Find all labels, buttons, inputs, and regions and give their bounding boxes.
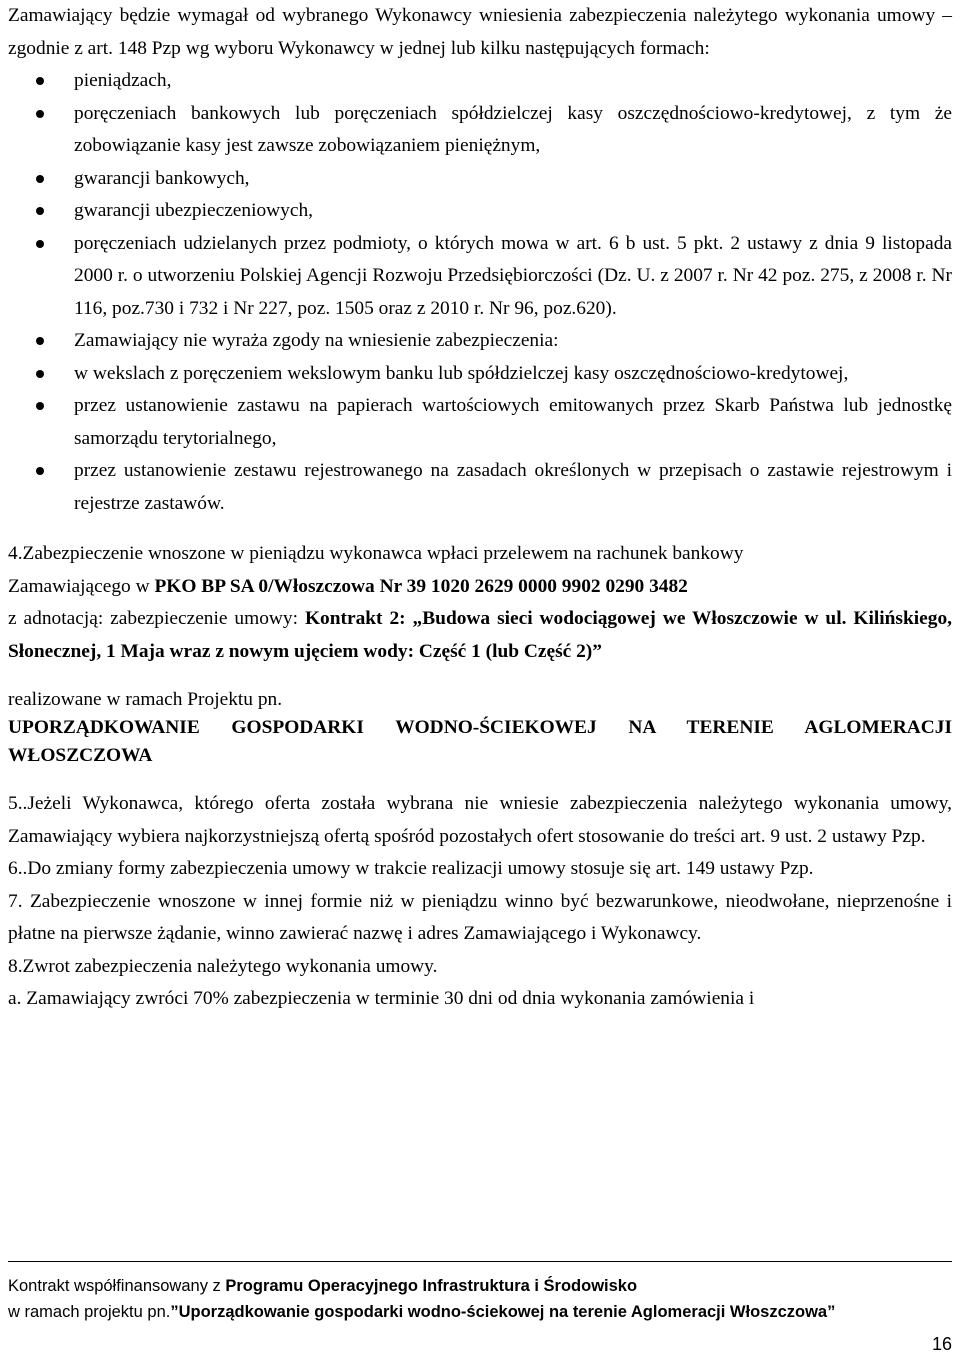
paragraph-7: 7. Zabezpieczenie wnoszone w innej formie niż w pieniądzu winno być bezwarunkowe, nieodwołane, nieprzenośne i płatne na pierwsze żądanie, winno zawierać nazwę i adres Zamawiającego i Wykonawcy.: [8, 890, 952, 944]
list-item: przez ustanowienie zestawu rejestrowanego na zasadach określonych w przepisach o zastawie rejestrowym i rejestrze zastawów.: [8, 455, 952, 520]
bullet-icon: [36, 337, 44, 345]
bullet-icon: [36, 110, 44, 118]
document-page: [8, 0, 952, 1016]
security-forms-list: [8, 65, 952, 325]
footer-divider: [8, 1261, 952, 1262]
bullet-icon: [36, 240, 44, 248]
footer-line-1: Kontrakt współfinansowany z Programu Operacyjnego Infrastruktura i Środowisko: [8, 1277, 638, 1295]
bullet-icon: [36, 175, 44, 183]
spacer: [8, 520, 952, 538]
bullet-icon: [36, 77, 44, 85]
paragraph-8: 8.Zwrot zabezpieczenia należytego wykonania umowy.: [8, 955, 438, 977]
list-item: poręczeniach udzielanych przez podmioty, o których mowa w art. 6 b ust. 5 pkt. 2 ustawy z dnia 9 listopada 2000 r. o utworzeniu Polskiej Agencji Rozwoju Przedsiębiorczości (Dz. U. z 2007 r. Nr 42 poz. 275, z 2008 r. Nr 116, poz.730 i 732 i Nr 227, poz. 1505 oraz z 2010 r. Nr 96, poz.620).: [8, 228, 952, 326]
page-number: 16: [931, 1334, 952, 1354]
footer-line-2: w ramach projektu pn.”Uporządkowanie gospodarki wodno-ściekowej na terenie Aglomeracji Włoszczowa”: [8, 1303, 836, 1321]
bullet-icon: [36, 207, 44, 215]
bullet-icon: [36, 370, 44, 378]
project-name: UPORZĄDKOWANIE GOSPODARKI WODNO-ŚCIEKOWEJ NA TERENIE AGLOMERACJI WŁOSZCZOWA: [8, 717, 952, 766]
list-item: w wekslach z poręczeniem wekslowym banku lub spółdzielczej kasy oszczędnościowo-kredytowej,: [8, 358, 952, 391]
bullet-icon: [36, 467, 44, 475]
spacer: [8, 668, 952, 686]
list-item: przez ustanowienie zastawu na papierach wartościowych emitowanych przez Skarb Państwa lub jednostkę samorządu terytorialnego,: [8, 390, 952, 455]
contract-name: Kontrakt 2: „Budowa sieci wodociągowej we Włoszczowie w ul. Kilińskiego, Słonecznej, 1 Maja wraz z nowym ujęciem wody: Część 1 (lub Część 2)”: [8, 608, 952, 662]
paragraph-6: 6..Do zmiany formy zabezpieczenia umowy w trakcie realizacji umowy stosuje się art. 149 ustawy Pzp.: [8, 858, 814, 879]
paragraph-4: 4.Zabezpieczenie wnoszone w pieniądzu wykonawca wpłaci przelewem na rachunek bankowy Zamawiającego w PKO BP SA 0/Włoszczowa Nr 39 1020 2629 0000 9902 0290 3482 z adnotacją: zabezpieczenie umowy: Kontrakt 2: „Budowa sieci wodociągowej we Włoszczowie w ul. Kilińskiego, Słonecznej, 1 Maja wraz z nowym ujęciem wody: Część 1 (lub Część 2)”: [8, 543, 952, 662]
project-lead: realizowane w ramach Projektu pn.: [8, 689, 283, 710]
list-item: gwarancji bankowych,: [8, 163, 952, 196]
paragraph-8a: a. Zamawiający zwróci 70% zabezpieczenia w terminie 30 dni od dnia wykonania zamówienia i: [8, 988, 755, 1009]
paragraph-5: 5..Jeżeli Wykonawca, którego oferta została wybrana nie wniesie zabezpieczenia należytego wykonania umowy, Zamawiający wybiera najkorzystniejszą ofertą spośród pozostałych ofert stosowanie do treści art. 9 ust. 2 ustawy Pzp.: [8, 793, 952, 847]
bank-account: PKO BP SA 0/Włoszczowa Nr 39 1020 2629 0000 9902 0290 3482: [154, 575, 688, 597]
list-item: poręczeniach bankowych lub poręczeniach spółdzielczej kasy oszczędnościowo-kredytowej, z tym że zobowiązanie kasy jest zawsze zobowiązaniem pieniężnym,: [8, 98, 952, 163]
intro-paragraph: Zamawiający będzie wymagał od wybranego Wykonawcy wniesienia zabezpieczenia należytego wykonania umowy – zgodnie z art. 148 Pzp wg wyboru Wykonawcy w jednej lub kilku następujących formach:: [8, 5, 952, 59]
spacer: [8, 770, 952, 788]
list-item: pieniądzach,: [8, 65, 952, 98]
list-item: gwarancji ubezpieczeniowych,: [8, 195, 952, 228]
list-item: Zamawiający nie wyraża zgody na wniesienie zabezpieczenia:: [8, 325, 952, 358]
bullet-icon: [36, 402, 44, 410]
no-consent-list: [8, 325, 952, 520]
page-footer: [8, 1273, 952, 1325]
